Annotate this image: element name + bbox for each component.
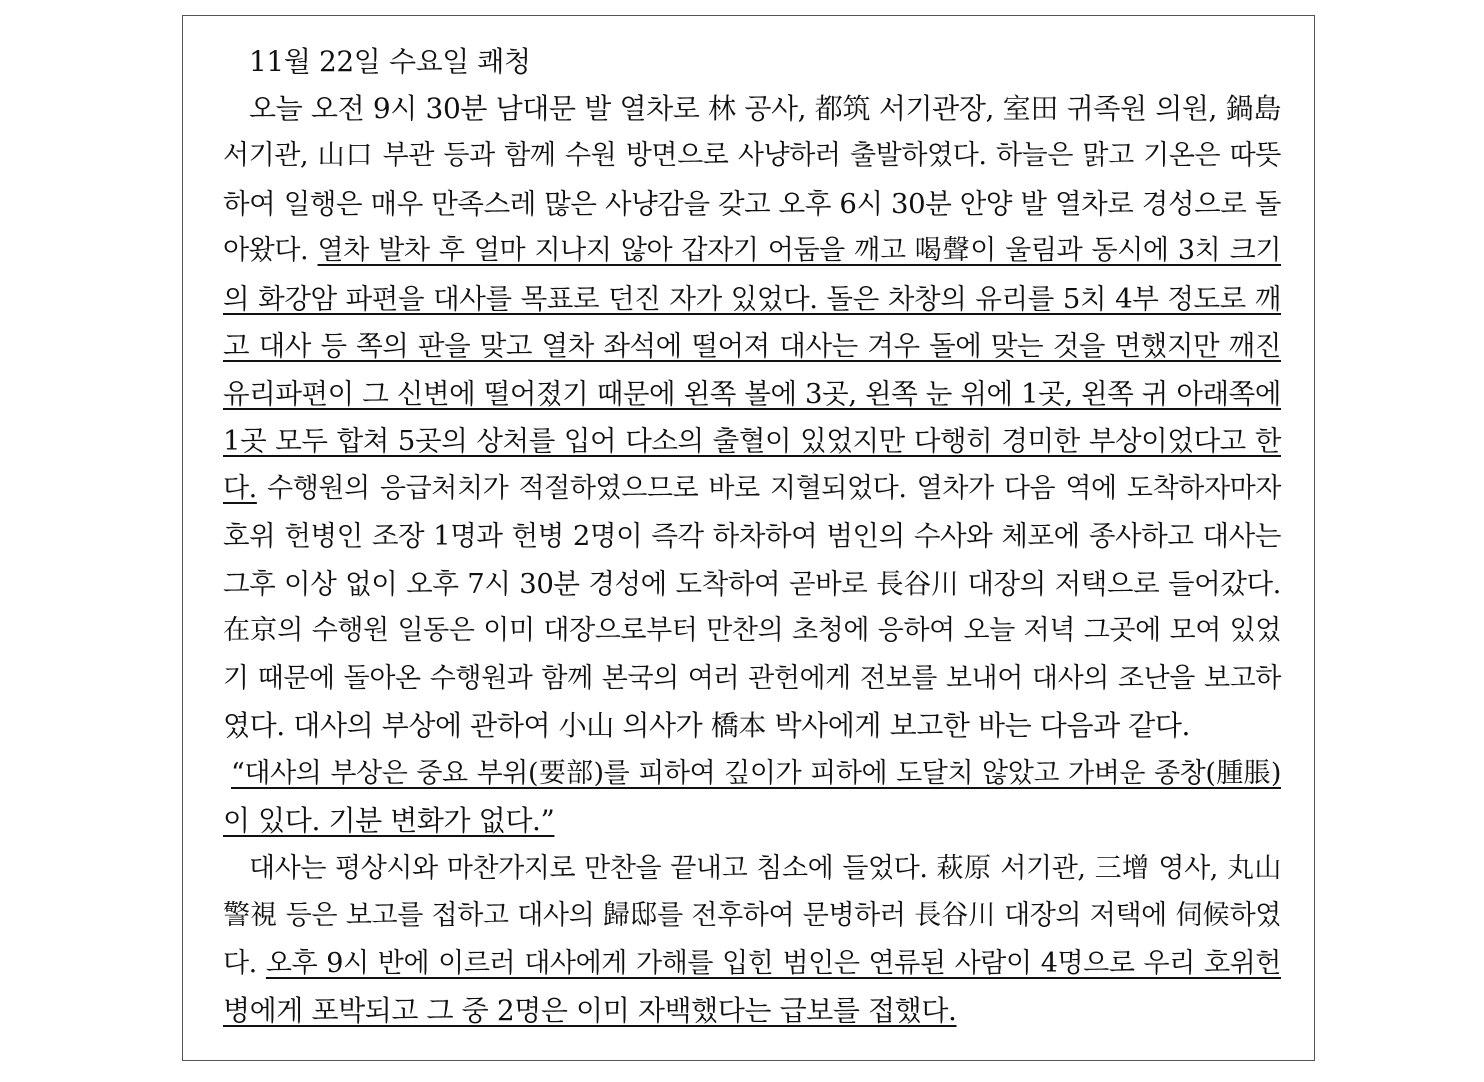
line-text: 아왔다. xyxy=(223,235,318,266)
text-line xyxy=(223,514,1281,558)
text-line xyxy=(223,562,1281,606)
text-line xyxy=(223,609,1281,653)
text-line xyxy=(223,134,1281,178)
text-line xyxy=(223,942,1281,986)
underlined-text: 고 대사 등 쪽의 판을 맞고 열차 좌석에 떨어져 대사는 겨우 돌에 맞는 것을 면했지만 깨진 xyxy=(223,330,1281,362)
line-text: 하여 일행은 매우 만족스레 많은 사냥감을 갖고 오후 6시 30분 안양 발 열차로 경성으로 돌 xyxy=(223,188,1281,220)
line-text: 였다. 대사의 부상에 관하여 小山 의사가 橋本 박사에게 보고한 바는 다음과 같다. xyxy=(223,709,1191,742)
text-line xyxy=(223,419,1281,463)
underlined-text: 유리파편이 그 신변에 떨어졌기 때문에 왼쪽 볼에 3곳, 왼쪽 눈 위에 1곳, 왼쪽 귀 아래쪽에 xyxy=(223,378,1281,410)
text-line xyxy=(223,229,1281,273)
quote-line xyxy=(223,799,1281,843)
text-line xyxy=(223,277,1281,321)
text-line xyxy=(223,989,1281,1033)
text-line xyxy=(223,894,1281,938)
line-text: 11월 22일 수요일 쾌청 xyxy=(249,45,531,78)
line-text: 대사는 평상시와 마찬가지로 만찬을 끝내고 침소에 들었다. 萩原 서기관, 三增 영사, 丸山 xyxy=(249,853,1281,884)
text-line xyxy=(223,657,1281,701)
text-line-date xyxy=(249,40,1281,84)
line-text: 서기관, 山口 부관 등과 함께 수원 방면으로 사냥하러 출발하였다. 하늘은 맑고 기온은 따뜻 xyxy=(223,140,1281,171)
line-text: 在京의 수행원 일동은 이미 대장으로부터 만찬의 초청에 응하여 오늘 저녁 그곳에 모여 있었 xyxy=(223,615,1281,646)
line-text: 기 때문에 돌아온 수행원과 함께 본국의 여러 관헌에게 전보를 보내어 대사의 조난을 보고하 xyxy=(223,663,1281,694)
text-line xyxy=(249,87,1281,131)
underlined-text: 다. xyxy=(223,473,257,504)
underlined-text: 오후 9시 반에 이르러 대사에게 가해를 입힌 범인은 연류된 사람이 4명으로 우리 호위헌 xyxy=(265,948,1281,979)
text-line xyxy=(223,324,1281,368)
document-frame xyxy=(182,15,1315,1061)
line-text: 그후 이상 없이 오후 7시 30분 경성에 도착하여 곧바로 長谷川 대장의 저택으로 들어갔다. xyxy=(223,568,1281,600)
text-line xyxy=(223,372,1281,416)
line-text: 수행원의 응급처치가 적절하였으므로 바로 지혈되었다. 열차가 다음 역에 도착하자마자 xyxy=(256,473,1281,504)
underlined-text: 이 있다. 기분 변화가 없다.” xyxy=(223,804,555,837)
underlined-text: 병에게 포박되고 그 중 2명은 이미 자백했다는 급보를 접했다. xyxy=(223,994,957,1027)
underlined-text: 의 화강암 파편을 대사를 목표로 던진 자가 있었다. 돌은 차창의 유리를 5치 4부 정도로 깨 xyxy=(223,283,1281,315)
underlined-text: “대사의 부상은 중요 부위(要部)를 피하여 깊이가 피하에 도달치 않았고 가벼운 종창(腫脹) xyxy=(231,758,1281,789)
line-text: 警視 등은 보고를 접하고 대사의 歸邸를 전후하여 문병하러 長谷川 대장의 저택에 伺候하였 xyxy=(223,900,1281,931)
line-text: 다. xyxy=(223,948,266,979)
text-line xyxy=(223,182,1281,226)
underlined-text: 1곳 모두 합쳐 5곳의 상처를 입어 다소의 출혈이 있었지만 다행히 경미한 부상이었다고 한 xyxy=(223,425,1281,457)
line-text: 오늘 오전 9시 30분 남대문 발 열차로 林 공사, 都筑 서기관장, 室田 귀족원 의원, 鍋島 xyxy=(249,92,1281,125)
text-line xyxy=(223,704,1281,748)
text-line xyxy=(249,847,1281,891)
quote-line xyxy=(231,752,1281,796)
line-text: 호위 헌병인 조장 1명과 헌병 2명이 즉각 하차하여 범인의 수사와 체포에 종사하고 대사는 xyxy=(223,520,1281,552)
text-line xyxy=(223,467,1281,511)
underlined-text: 열차 발차 후 얼마 지나지 않아 갑자기 어둠을 깨고 喝聲이 울림과 동시에 3치 크기 xyxy=(317,235,1281,266)
